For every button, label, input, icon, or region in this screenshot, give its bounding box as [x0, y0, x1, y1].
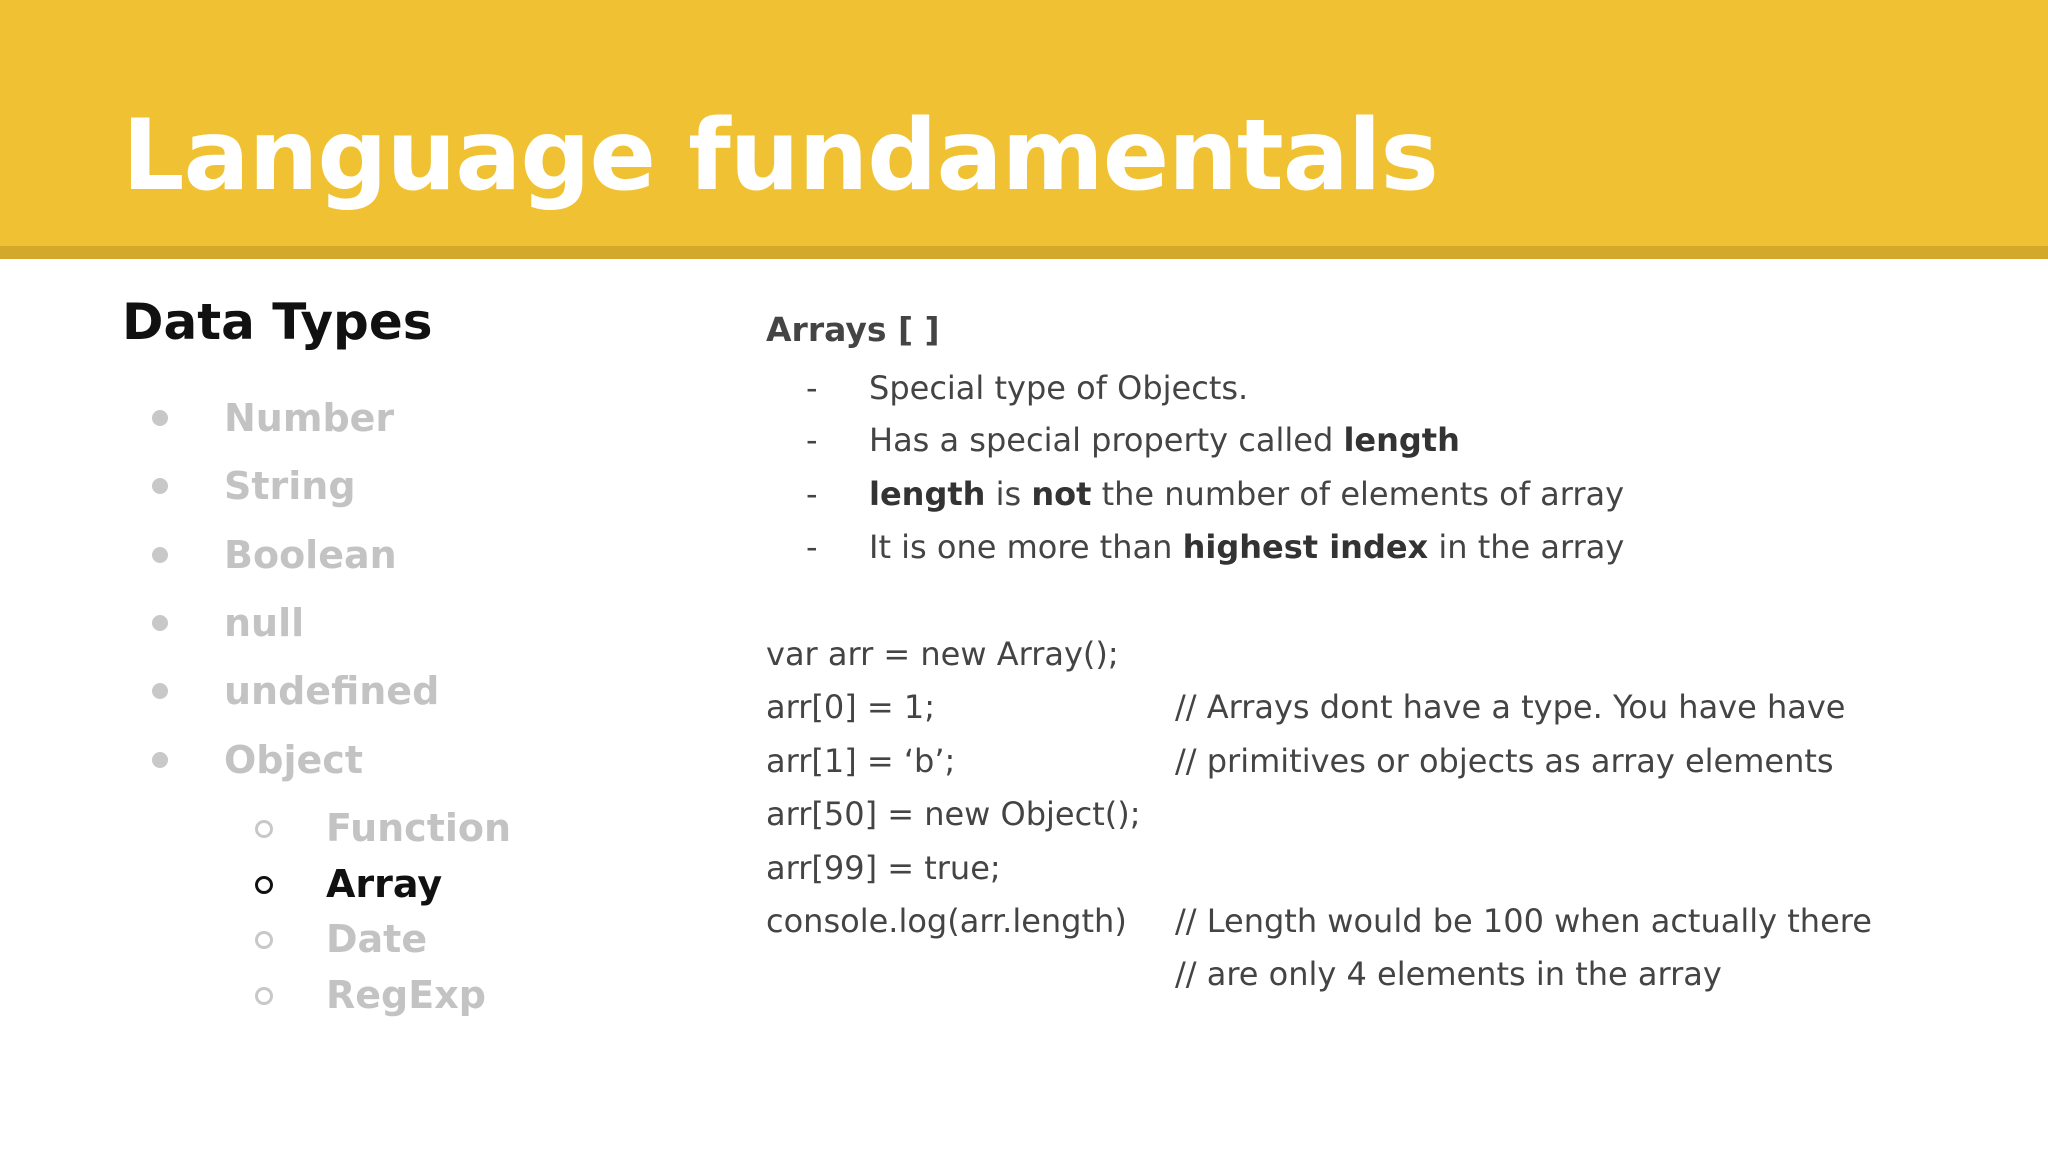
- dash-bullet: -: [806, 475, 818, 513]
- list-item-null: [0, 593, 600, 653]
- data-types-heading: Data Types: [122, 293, 433, 351]
- code-line: arr[99] = true;: [766, 849, 1001, 887]
- code-line: var arr = new Array();: [766, 635, 1119, 673]
- list-item-array: [0, 854, 600, 914]
- subtype-label-active: Array: [326, 862, 443, 906]
- bullet-dot-icon: [152, 683, 168, 699]
- list-item-date: [0, 909, 600, 969]
- code-line: console.log(arr.length): [766, 902, 1127, 940]
- type-label: null: [224, 601, 305, 645]
- slide-title: Language fundamentals: [122, 99, 1438, 213]
- arrays-heading: Arrays [ ]: [766, 310, 940, 349]
- code-comment: // are only 4 elements in the array: [1175, 955, 1722, 993]
- point-item: [0, 362, 1249, 414]
- dash-bullet: -: [806, 421, 818, 459]
- code-comment: // primitives or objects as array elements: [1175, 742, 1834, 780]
- type-label: undefined: [224, 669, 440, 713]
- list-item-function: [0, 798, 600, 858]
- point-text: Has a special property called length: [869, 421, 1460, 459]
- list-item-regexp: [0, 965, 600, 1025]
- bullet-circle-icon: [255, 876, 273, 894]
- bullet-dot-icon: [152, 615, 168, 631]
- code-comment: // Length would be 100 when actually there: [1175, 902, 1872, 940]
- bullet-circle-icon: [255, 820, 273, 838]
- point-text: Special type of Objects.: [869, 369, 1249, 407]
- point-item: [0, 414, 1460, 466]
- dash-bullet: -: [806, 528, 818, 566]
- type-label: Boolean: [224, 533, 397, 577]
- list-item-object: [0, 730, 600, 790]
- bullet-circle-icon: [255, 931, 273, 949]
- point-text: It is one more than highest index in the array: [869, 528, 1625, 566]
- dash-bullet: -: [806, 369, 818, 407]
- type-label: Object: [224, 738, 363, 782]
- bullet-dot-icon: [152, 752, 168, 768]
- bullet-circle-icon: [255, 987, 273, 1005]
- code-line: arr[0] = 1;: [766, 688, 935, 726]
- subtype-label: Date: [326, 917, 428, 961]
- point-text: length is not the number of elements of array: [869, 475, 1625, 513]
- subtype-label: Function: [326, 806, 512, 850]
- list-item-undefined: [0, 661, 600, 721]
- type-label: Number: [224, 396, 395, 440]
- point-item: [0, 468, 1625, 520]
- header-rule: [0, 246, 2048, 259]
- code-comment: // Arrays dont have a type. You have have: [1175, 688, 1846, 726]
- point-item: [0, 521, 1625, 573]
- type-label: String: [224, 464, 356, 508]
- code-line: arr[50] = new Object();: [766, 795, 1141, 833]
- subtype-label: RegExp: [326, 973, 486, 1017]
- code-line: arr[1] = ‘b’;: [766, 742, 956, 780]
